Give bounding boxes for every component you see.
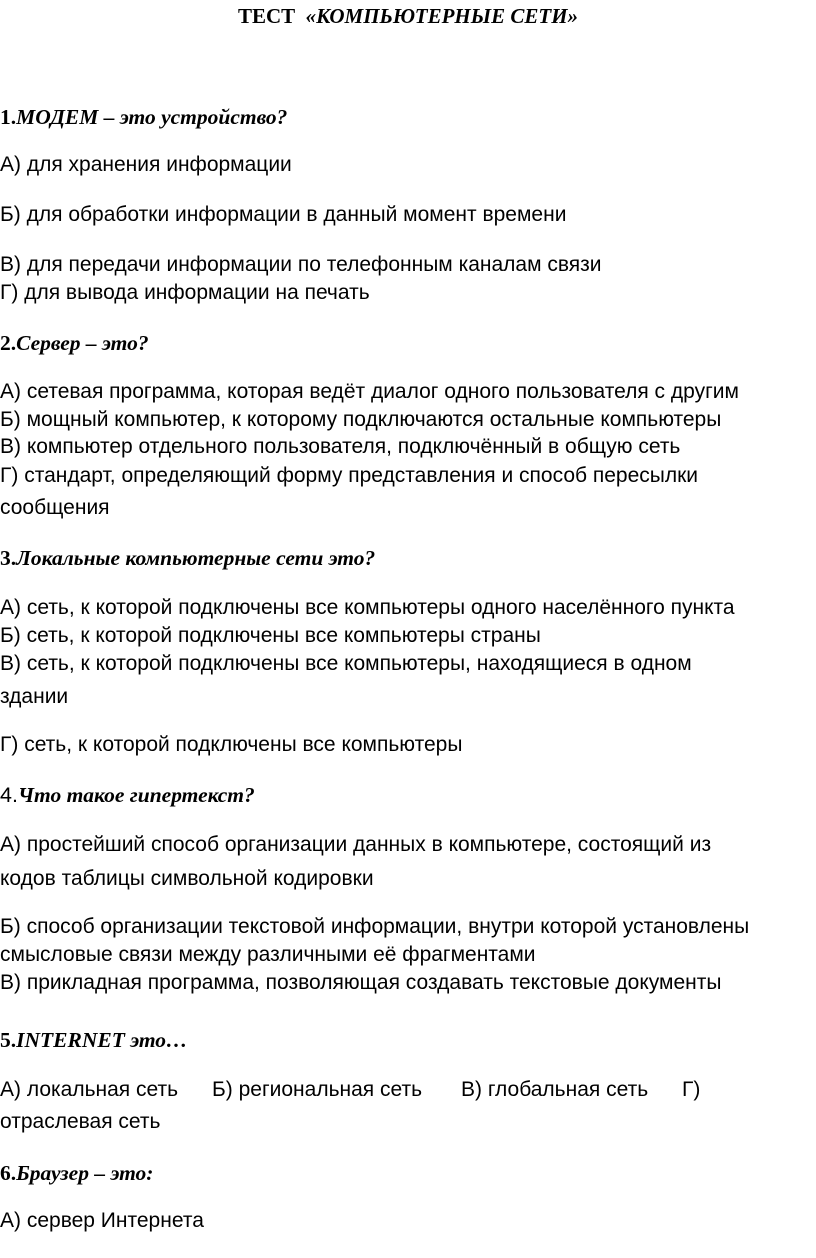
q2-option-d: Г) стандарт, определяющий форму представления и способ пересылки	[0, 464, 699, 487]
q6-option-a: А) сервер Интернета	[0, 1209, 204, 1232]
title-topic: «КОМПЬЮТЕРНЫЕ СЕТИ»	[305, 4, 579, 28]
q4-option-a: А) простейший способ организации данных в компьютере, состоящий из	[0, 833, 712, 856]
q2-option-a: А) сетевая программа, которая ведёт диалог одного пользователя с другим	[0, 380, 739, 403]
question-number: 4.	[0, 783, 18, 807]
question-number: 5.	[0, 1028, 17, 1052]
question-text: Браузер – это:	[16, 1161, 154, 1185]
question-number: 3.	[0, 546, 17, 570]
question-text: Сервер – это?	[16, 331, 149, 355]
question-number: 1.	[0, 105, 17, 129]
title-prefix: ТЕСТ	[237, 4, 306, 28]
question-text: Что такое гипертекст?	[17, 783, 255, 807]
q3-option-d: Г) сеть, к которой подключены все компьютеры	[0, 733, 463, 756]
question-text: INTERNET это…	[16, 1028, 188, 1052]
q5-option-b: Б) региональная сеть	[212, 1078, 423, 1101]
q5-option-a: А) локальная сеть	[0, 1078, 179, 1101]
q4-option-c: В) прикладная программа, позволяющая создавать текстовые документы	[0, 971, 722, 994]
question-1	[0, 104, 287, 130]
question-4	[0, 782, 255, 808]
question-number: 2.	[0, 331, 17, 355]
q3-option-c: В) сеть, к которой подключены все компьютеры, находящиеся в одном	[0, 652, 692, 675]
q4-option-b-continued: смысловые связи между различными её фрагментами	[0, 943, 536, 966]
q3-option-c-continued: здании	[0, 685, 69, 708]
question-text: МОДЕМ – это устройство?	[16, 105, 288, 129]
q2-option-c: В) компьютер отдельного пользователя, подключённый в общую сеть	[0, 435, 681, 458]
q5-option-c: В) глобальная сеть	[461, 1078, 649, 1101]
question-5	[0, 1027, 188, 1053]
q4-option-a-continued: кодов таблицы символьной кодировки	[0, 867, 374, 890]
question-6	[0, 1160, 153, 1186]
question-2	[0, 330, 149, 356]
question-number: 6.	[0, 1161, 17, 1185]
q1-option-d: Г) для вывода информации на печать	[0, 281, 370, 304]
question-text: Локальные компьютерные сети это?	[16, 546, 376, 570]
q1-option-b: Б) для обработки информации в данный момент времени	[0, 203, 567, 226]
q1-option-a: А) для хранения информации	[0, 153, 292, 176]
q4-option-b: Б) способ организации текстовой информации, внутри которой установлены	[0, 915, 750, 938]
q3-option-b: Б) сеть, к которой подключены все компьютеры страны	[0, 624, 541, 647]
question-3	[0, 545, 375, 571]
q3-option-a: А) сеть, к которой подключены все компьютеры одного населённого пункта	[0, 596, 735, 619]
q2-option-d-continued: сообщения	[0, 496, 110, 519]
q2-option-b: Б) мощный компьютер, к которому подключаются остальные компьютеры	[0, 408, 722, 431]
page-title	[0, 4, 816, 29]
q5-option-d-continued: отраслевая сеть	[0, 1110, 161, 1133]
q5-option-d: Г)	[682, 1078, 701, 1101]
q1-option-c: В) для передачи информации по телефонным каналам связи	[0, 253, 602, 276]
q5-options-row	[0, 1077, 816, 1103]
